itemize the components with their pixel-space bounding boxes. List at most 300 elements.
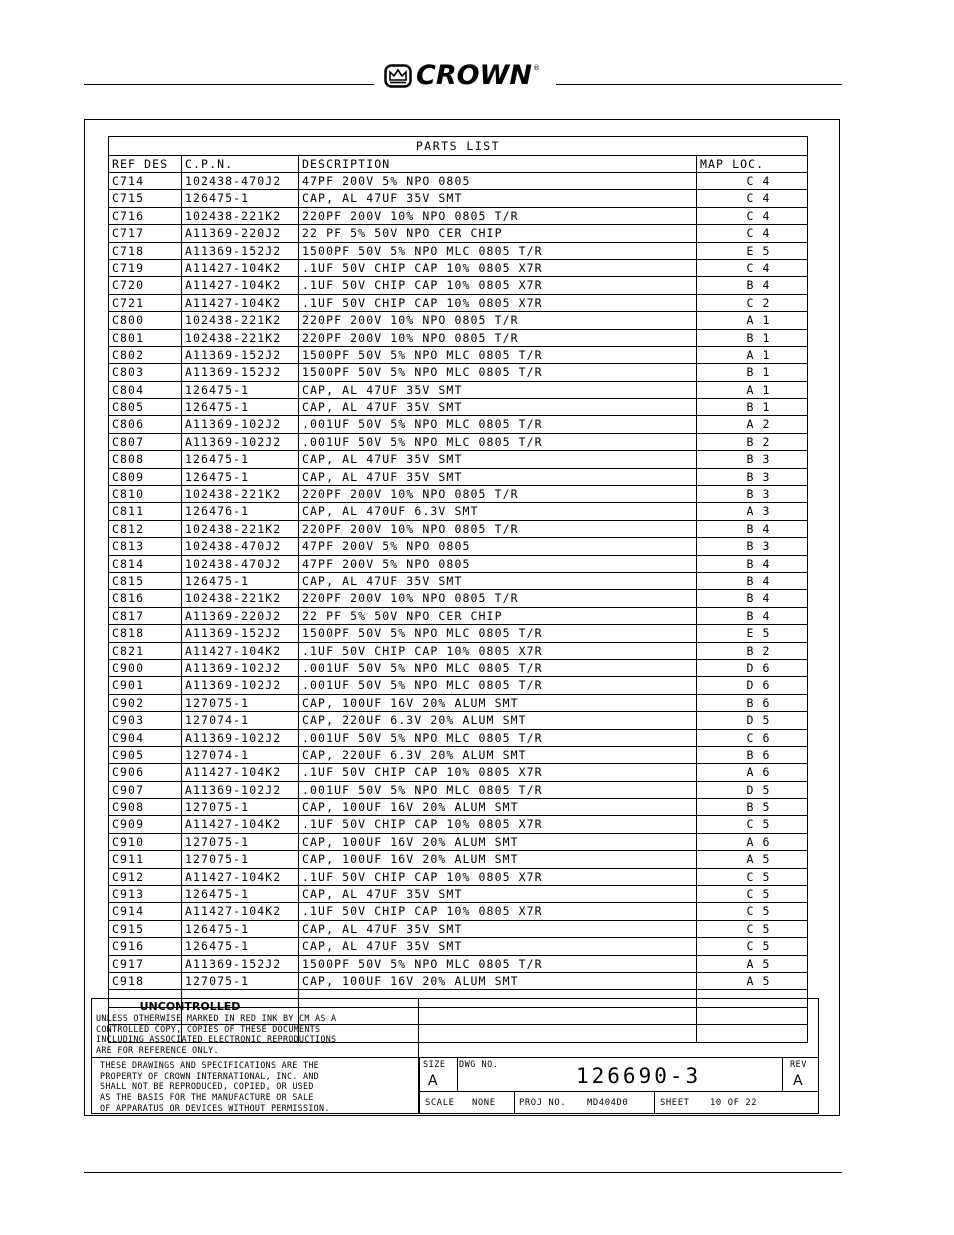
table-row — [109, 955, 807, 972]
cell-map — [697, 643, 806, 659]
cell-map — [697, 434, 806, 450]
cell-map — [697, 277, 806, 293]
cell-desc: 220PF 200V 10% NPO 0805 T/R — [299, 330, 697, 346]
cell-map — [697, 486, 806, 502]
cell-ref: C914 — [109, 903, 182, 919]
cell-desc: CAP, 220UF 6.3V 20% ALUM SMT — [299, 712, 697, 728]
table-row — [109, 224, 807, 241]
cell-map — [697, 730, 806, 746]
cell-cpn: A11427-104K2 — [182, 643, 299, 659]
map-location: B 4 — [746, 608, 771, 623]
cell-ref: C818 — [109, 625, 182, 641]
cell-ref: C800 — [109, 312, 182, 328]
cell-ref: C717 — [109, 225, 182, 241]
table-row — [109, 937, 807, 954]
title-block-bottom — [419, 1091, 818, 1114]
cell-cpn: A11369-102J2 — [182, 660, 299, 676]
table-row — [109, 450, 807, 467]
cell-cpn: 126475-1 — [182, 938, 299, 954]
table-row — [109, 520, 807, 537]
table-row — [109, 276, 807, 293]
cell-cpn: A11369-152J2 — [182, 364, 299, 380]
cell-cpn: 127074-1 — [182, 747, 299, 763]
cell-cpn: A11369-220J2 — [182, 225, 299, 241]
cell-cpn: A11427-104K2 — [182, 903, 299, 919]
map-location: D 6 — [746, 678, 771, 693]
map-location: A 1 — [746, 382, 771, 397]
table-row — [109, 415, 807, 432]
cell-cpn: 126475-1 — [182, 469, 299, 485]
map-location: A 3 — [746, 504, 771, 519]
cell-cpn: A11427-104K2 — [182, 295, 299, 311]
cell-cpn: A11369-152J2 — [182, 625, 299, 641]
cell-desc: CAP, 100UF 16V 20% ALUM SMT — [299, 799, 697, 815]
cell-ref: C815 — [109, 573, 182, 589]
cell-map — [697, 695, 806, 711]
cell-map — [697, 869, 806, 885]
cell-desc: CAP, AL 47UF 35V SMT — [299, 938, 697, 954]
map-location: B 4 — [746, 556, 771, 571]
cell-map — [697, 973, 806, 989]
map-location: D 5 — [746, 713, 771, 728]
sheet-cell — [654, 1092, 818, 1114]
map-location: A 5 — [746, 956, 771, 971]
cell-map — [697, 956, 806, 972]
table-row — [109, 798, 807, 815]
cell-map — [697, 851, 806, 867]
cell-desc: CAP, AL 47UF 35V SMT — [299, 886, 697, 902]
map-location: B 2 — [746, 643, 771, 658]
scale-value: NONE — [472, 1098, 496, 1108]
table-row — [109, 729, 807, 746]
footer-rule — [84, 1172, 842, 1173]
table-row — [109, 173, 807, 189]
cell-desc: .001UF 50V 5% NPO MLC 0805 T/R — [299, 730, 697, 746]
cell-cpn: 126475-1 — [182, 399, 299, 415]
size-label: SIZE — [423, 1060, 446, 1070]
map-location: C 6 — [746, 730, 771, 745]
cell-map — [697, 451, 806, 467]
cell-ref: C906 — [109, 764, 182, 780]
table-row — [109, 207, 807, 224]
cell-ref: C917 — [109, 956, 182, 972]
cell-ref: C813 — [109, 538, 182, 554]
table-row — [109, 746, 807, 763]
cell-ref: C905 — [109, 747, 182, 763]
cell-desc: CAP, 100UF 16V 20% ALUM SMT — [299, 834, 697, 850]
property-notice — [91, 1057, 419, 1114]
rev-value: A — [793, 1073, 803, 1089]
table-row — [109, 468, 807, 485]
table-row — [109, 398, 807, 415]
cell-map — [697, 677, 806, 693]
map-location: C 4 — [746, 191, 771, 206]
cell-desc: 220PF 200V 10% NPO 0805 T/R — [299, 486, 697, 502]
cell-desc: .1UF 50V CHIP CAP 10% 0805 X7R — [299, 260, 697, 276]
cell-ref: C903 — [109, 712, 182, 728]
cell-cpn: 127075-1 — [182, 851, 299, 867]
cell-cpn: 102438-221K2 — [182, 521, 299, 537]
cell-map — [697, 608, 806, 624]
table-row — [109, 902, 807, 919]
table-row — [109, 294, 807, 311]
cell-map — [697, 590, 806, 606]
map-location: C 4 — [746, 174, 771, 188]
cell-desc: 220PF 200V 10% NPO 0805 T/R — [299, 521, 697, 537]
map-location: A 5 — [746, 852, 771, 867]
cell-map — [697, 330, 806, 346]
cell-cpn: A11369-152J2 — [182, 243, 299, 259]
cell-cpn: 126475-1 — [182, 382, 299, 398]
cell-map — [697, 573, 806, 589]
proj-cell — [513, 1092, 655, 1114]
cell-cpn: 126475-1 — [182, 886, 299, 902]
cell-map — [697, 225, 806, 241]
cell-desc: .1UF 50V CHIP CAP 10% 0805 X7R — [299, 869, 697, 885]
map-location: B 4 — [746, 521, 771, 536]
cell-ref: C902 — [109, 695, 182, 711]
notice-line: PROPERTY OF CROWN INTERNATIONAL, INC. AND — [100, 1070, 320, 1081]
cell-desc: 1500PF 50V 5% NPO MLC 0805 T/R — [299, 347, 697, 363]
map-location: B 6 — [746, 695, 771, 710]
brand-name: CROWN — [416, 60, 532, 91]
cell-cpn: A11369-102J2 — [182, 730, 299, 746]
cell-desc: .001UF 50V 5% NPO MLC 0805 T/R — [299, 434, 697, 450]
cell-map — [697, 556, 806, 572]
cell-cpn: A11369-220J2 — [182, 608, 299, 624]
cell-ref: C913 — [109, 886, 182, 902]
cell-map — [697, 364, 806, 380]
cell-map — [697, 886, 806, 902]
map-location: C 5 — [746, 817, 771, 832]
map-location: C 2 — [746, 295, 771, 310]
cell-desc: 1500PF 50V 5% NPO MLC 0805 T/R — [299, 364, 697, 380]
map-location: B 4 — [746, 573, 771, 588]
cell-map — [697, 347, 806, 363]
title-block — [419, 1057, 819, 1114]
cell-ref: C806 — [109, 416, 182, 432]
map-location: A 5 — [746, 973, 771, 988]
cell-map — [697, 782, 806, 798]
table-row — [109, 189, 807, 206]
title-block-blank — [419, 998, 819, 1057]
cell-cpn: A11427-104K2 — [182, 277, 299, 293]
table-row — [109, 868, 807, 885]
map-location: B 3 — [746, 487, 771, 502]
cell-map — [697, 764, 806, 780]
cell-ref: C908 — [109, 799, 182, 815]
table-row — [109, 659, 807, 676]
rev-label: REV — [790, 1060, 807, 1070]
map-location: A 1 — [746, 347, 771, 362]
table-row — [109, 329, 807, 346]
cell-ref: C715 — [109, 190, 182, 206]
sheet-value: 10 OF 22 — [710, 1098, 758, 1108]
table-row — [109, 781, 807, 798]
map-location: B 6 — [746, 747, 771, 762]
drawing-sheet — [84, 119, 840, 1116]
cell-cpn: A11369-102J2 — [182, 782, 299, 798]
cell-ref: C911 — [109, 851, 182, 867]
cell-ref: C816 — [109, 590, 182, 606]
cell-ref: C916 — [109, 938, 182, 954]
table-row — [109, 242, 807, 259]
size-cell — [419, 1058, 458, 1091]
cell-ref: C901 — [109, 677, 182, 693]
crown-logo — [384, 62, 554, 90]
cell-cpn: 102438-221K2 — [182, 312, 299, 328]
cell-cpn: 127075-1 — [182, 834, 299, 850]
cell-desc: .001UF 50V 5% NPO MLC 0805 T/R — [299, 416, 697, 432]
cell-cpn: 126475-1 — [182, 451, 299, 467]
cell-map — [697, 538, 806, 554]
notice-line: AS THE BASIS FOR THE MANUFACTURE OR SALE — [100, 1092, 314, 1103]
cell-map — [697, 921, 806, 937]
cell-ref: C716 — [109, 208, 182, 224]
map-location: B 4 — [746, 591, 771, 606]
map-location: B 2 — [746, 434, 771, 449]
cell-map — [697, 208, 806, 224]
table-row — [109, 555, 807, 572]
cell-map — [697, 799, 806, 815]
cell-map — [697, 660, 806, 676]
header-rule-left — [84, 84, 374, 85]
notice-line: THESE DRAWINGS AND SPECIFICATIONS ARE THE — [100, 1060, 320, 1070]
scale-cell — [419, 1092, 515, 1114]
cell-cpn: 102438-470J2 — [182, 538, 299, 554]
cell-desc: .1UF 50V CHIP CAP 10% 0805 X7R — [299, 295, 697, 311]
cell-desc: 220PF 200V 10% NPO 0805 T/R — [299, 208, 697, 224]
table-row — [109, 676, 807, 693]
cell-desc: 47PF 200V 5% NPO 0805 — [299, 556, 697, 572]
proj-label: PROJ NO. — [519, 1098, 567, 1108]
cell-ref: C807 — [109, 434, 182, 450]
cell-desc: 1500PF 50V 5% NPO MLC 0805 T/R — [299, 625, 697, 641]
cell-desc: 220PF 200V 10% NPO 0805 T/R — [299, 590, 697, 606]
cell-desc: CAP, AL 47UF 35V SMT — [299, 451, 697, 467]
cell-ref: C718 — [109, 243, 182, 259]
map-location: C 5 — [746, 939, 771, 954]
cell-cpn: 102438-221K2 — [182, 330, 299, 346]
cell-cpn: 126476-1 — [182, 503, 299, 519]
cell-cpn: 127075-1 — [182, 799, 299, 815]
cell-map — [697, 747, 806, 763]
size-value: A — [428, 1073, 438, 1089]
cell-desc: CAP, 100UF 16V 20% ALUM SMT — [299, 695, 697, 711]
notice-line: SHALL NOT BE REPRODUCED, COPIED, OR USED — [100, 1081, 314, 1092]
cell-desc: 1500PF 50V 5% NPO MLC 0805 T/R — [299, 243, 697, 259]
column-header-map: MAP LOC. — [700, 157, 765, 171]
cell-desc: 220PF 200V 10% NPO 0805 T/R — [299, 312, 697, 328]
table-row — [109, 642, 807, 659]
cell-map — [697, 399, 806, 415]
cell-ref: C802 — [109, 347, 182, 363]
cell-desc: .1UF 50V CHIP CAP 10% 0805 X7R — [299, 903, 697, 919]
table-row — [109, 572, 807, 589]
registered-mark: ® — [532, 64, 540, 72]
table-row — [109, 850, 807, 867]
map-location: C 5 — [746, 904, 771, 919]
cell-cpn: 126475-1 — [182, 921, 299, 937]
sheet-label: SHEET — [660, 1098, 690, 1108]
cell-ref: C812 — [109, 521, 182, 537]
cell-desc: .1UF 50V CHIP CAP 10% 0805 X7R — [299, 764, 697, 780]
notice-line: ARE FOR REFERENCE ONLY. — [96, 1045, 219, 1056]
parts-list-body — [109, 173, 807, 1042]
dwg-label: DWG NO. — [459, 1060, 499, 1070]
cell-cpn: A11369-102J2 — [182, 434, 299, 450]
parts-list-table — [108, 136, 808, 1043]
table-row — [109, 346, 807, 363]
map-location: A 2 — [746, 417, 771, 432]
table-row — [109, 363, 807, 380]
map-location: C 4 — [746, 260, 771, 275]
column-header-ref: REF DES — [109, 156, 182, 172]
cell-cpn: 127075-1 — [182, 695, 299, 711]
cell-cpn: 126475-1 — [182, 573, 299, 589]
notice-line: OF APPARATUS OR DEVICES WITHOUT PERMISSION. — [100, 1102, 330, 1113]
cell-cpn: A11369-152J2 — [182, 956, 299, 972]
cell-ref: C912 — [109, 869, 182, 885]
map-location: A 1 — [746, 313, 771, 328]
map-location: C 4 — [746, 208, 771, 223]
cell-cpn: 126475-1 — [182, 190, 299, 206]
map-location: B 1 — [746, 400, 771, 415]
table-row — [109, 815, 807, 832]
map-location: D 6 — [746, 660, 771, 675]
cell-ref: C804 — [109, 382, 182, 398]
cell-ref: C801 — [109, 330, 182, 346]
table-row — [109, 920, 807, 937]
cell-cpn: 127074-1 — [182, 712, 299, 728]
cell-map — [697, 938, 806, 954]
cell-map — [697, 469, 806, 485]
table-row — [109, 607, 807, 624]
cell-ref: C900 — [109, 660, 182, 676]
cell-cpn: 102438-221K2 — [182, 486, 299, 502]
table-row — [109, 537, 807, 554]
cell-cpn: A11427-104K2 — [182, 260, 299, 276]
cell-desc: .001UF 50V 5% NPO MLC 0805 T/R — [299, 660, 697, 676]
map-location: C 4 — [746, 226, 771, 241]
cell-cpn: A11427-104K2 — [182, 869, 299, 885]
cell-desc: CAP, AL 47UF 35V SMT — [299, 382, 697, 398]
cell-cpn: A11369-102J2 — [182, 677, 299, 693]
cell-ref: C803 — [109, 364, 182, 380]
cell-ref: C909 — [109, 816, 182, 832]
cell-cpn: A11369-152J2 — [182, 347, 299, 363]
cell-cpn: A11427-104K2 — [182, 816, 299, 832]
cell-desc: CAP, AL 47UF 35V SMT — [299, 921, 697, 937]
table-row — [109, 972, 807, 989]
cell-map — [697, 243, 806, 259]
cell-desc: CAP, AL 47UF 35V SMT — [299, 399, 697, 415]
cell-desc: .1UF 50V CHIP CAP 10% 0805 X7R — [299, 277, 697, 293]
table-row — [109, 624, 807, 641]
cell-ref: C915 — [109, 921, 182, 937]
table-row — [109, 885, 807, 902]
cell-map — [697, 382, 806, 398]
cell-desc: 22 PF 5% 50V NPO CER CHIP — [299, 608, 697, 624]
table-row — [109, 711, 807, 728]
map-location: B 5 — [746, 800, 771, 815]
column-header-desc: DESCRIPTION — [299, 156, 697, 172]
cell-cpn: 102438-470J2 — [182, 173, 299, 189]
cell-desc: CAP, AL 47UF 35V SMT — [299, 573, 697, 589]
cell-map — [697, 712, 806, 728]
cell-desc: 1500PF 50V 5% NPO MLC 0805 T/R — [299, 956, 697, 972]
cell-desc: CAP, 100UF 16V 20% ALUM SMT — [299, 851, 697, 867]
map-location: A 6 — [746, 834, 771, 849]
map-location: C 5 — [746, 921, 771, 936]
crown-icon — [384, 64, 412, 88]
table-row — [109, 763, 807, 780]
map-location: B 3 — [746, 469, 771, 484]
cell-desc: 22 PF 5% 50V NPO CER CHIP — [299, 225, 697, 241]
dwg-cell — [456, 1058, 783, 1091]
table-row — [109, 502, 807, 519]
cell-desc: 47PF 200V 5% NPO 0805 — [299, 173, 697, 189]
cell-ref: C720 — [109, 277, 182, 293]
cell-map — [697, 173, 806, 189]
property-text — [100, 1060, 410, 1114]
cell-map — [697, 625, 806, 641]
cell-map — [697, 312, 806, 328]
column-header-cpn: C.P.N. — [182, 156, 299, 172]
cell-cpn: 102438-221K2 — [182, 590, 299, 606]
cell-cpn: 127075-1 — [182, 973, 299, 989]
cell-cpn: A11427-104K2 — [182, 764, 299, 780]
scale-label: SCALE — [425, 1098, 455, 1108]
map-location: E 5 — [746, 243, 771, 258]
notice-line: CONTROLLED COPY, COPIES OF THESE DOCUMENTS — [96, 1023, 321, 1034]
table-row — [109, 381, 807, 398]
cell-map — [697, 521, 806, 537]
cell-map — [697, 295, 806, 311]
map-location: C 5 — [746, 887, 771, 902]
map-location: B 3 — [746, 539, 771, 554]
cell-cpn: 102438-470J2 — [182, 556, 299, 572]
table-row — [109, 433, 807, 450]
table-row — [109, 259, 807, 276]
cell-ref: C810 — [109, 486, 182, 502]
table-row — [109, 311, 807, 328]
cell-map — [697, 816, 806, 832]
header-rule-right — [556, 84, 842, 85]
cell-desc: CAP, 100UF 16V 20% ALUM SMT — [299, 973, 697, 989]
cell-ref: C811 — [109, 503, 182, 519]
cell-desc: .1UF 50V CHIP CAP 10% 0805 X7R — [299, 816, 697, 832]
cell-desc: CAP, AL 47UF 35V SMT — [299, 469, 697, 485]
cell-desc: .1UF 50V CHIP CAP 10% 0805 X7R — [299, 643, 697, 659]
table-row — [109, 589, 807, 606]
cell-ref: C907 — [109, 782, 182, 798]
uncontrolled-title: UNCONTROLLED — [139, 1000, 241, 1013]
cell-cpn: 102438-221K2 — [182, 208, 299, 224]
cell-desc: .001UF 50V 5% NPO MLC 0805 T/R — [299, 677, 697, 693]
cell-ref: C910 — [109, 834, 182, 850]
cell-ref: C904 — [109, 730, 182, 746]
map-location: C 5 — [746, 869, 771, 884]
cell-ref: C714 — [109, 173, 182, 189]
map-location: B 3 — [746, 452, 771, 467]
cell-map — [697, 903, 806, 919]
cell-desc: CAP, AL 470UF 6.3V SMT — [299, 503, 697, 519]
cell-ref: C918 — [109, 973, 182, 989]
cell-map — [697, 260, 806, 276]
uncontrolled-text — [96, 1013, 414, 1056]
cell-ref: C805 — [109, 399, 182, 415]
